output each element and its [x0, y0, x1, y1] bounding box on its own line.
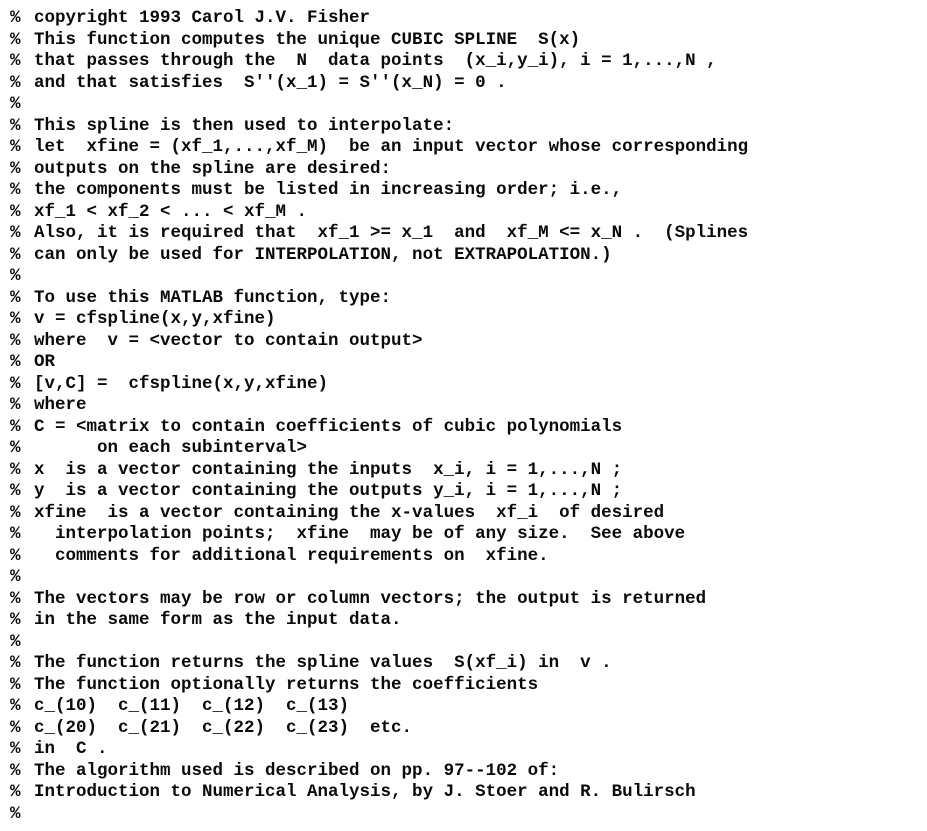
comment-line: [0, 352, 927, 374]
comment-line: [0, 653, 927, 675]
comment-mark: %: [10, 244, 21, 265]
comment-mark: %: [10, 180, 21, 200]
code-comment-block: [0, 8, 927, 825]
comment-mark: %: [10, 395, 21, 415]
comment-text: This function computes the unique CUBIC SPLINE S(x): [34, 29, 581, 50]
comment-line: [0, 610, 927, 632]
comment-text: that passes through the N data points (x_i,y_i), i = 1,...,N ,: [34, 51, 717, 71]
comment-line: [0, 288, 927, 310]
comment-line: [0, 804, 927, 826]
comment-mark: %: [10, 524, 21, 544]
comment-mark: %: [10, 51, 21, 71]
comment-line: [0, 30, 927, 52]
comment-text: x is a vector containing the inputs x_i, i = 1,...,N ;: [34, 459, 623, 480]
comment-text: c_(20) c_(21) c_(22) c_(23) etc.: [34, 717, 413, 738]
comment-mark: %: [10, 115, 21, 136]
comment-text: [v,C] = cfspline(x,y,xfine): [34, 373, 329, 394]
comment-text: v = cfspline(x,y,xfine): [34, 309, 276, 329]
comment-line: [0, 266, 927, 288]
comment-mark: %: [10, 588, 21, 609]
comment-line: [0, 417, 927, 439]
comment-text: C = <matrix to contain coefficients of cubic polynomials: [34, 416, 623, 437]
comment-line: [0, 73, 927, 95]
comment-text: xfine is a vector containing the x-values xf_i of desired: [34, 502, 665, 523]
comment-line: [0, 223, 927, 245]
comment-mark: %: [10, 631, 21, 652]
comment-text: comments for additional requirements on xfine.: [34, 545, 549, 566]
comment-mark: %: [10, 696, 21, 716]
comment-line: [0, 116, 927, 138]
comment-text: y is a vector containing the outputs y_i, i = 1,...,N ;: [34, 481, 623, 501]
comment-mark: %: [10, 330, 21, 351]
comment-text: This spline is then used to interpolate:: [34, 115, 455, 136]
comment-mark: %: [10, 8, 21, 28]
comment-line: [0, 94, 927, 116]
comment-line: [0, 137, 927, 159]
comment-mark: %: [10, 760, 21, 781]
comment-mark: %: [10, 94, 21, 114]
comment-mark: %: [10, 29, 21, 50]
comment-text: OR: [34, 352, 56, 372]
comment-line: [0, 632, 927, 654]
comment-line: [0, 374, 927, 396]
comment-line: [0, 524, 927, 546]
comment-mark: %: [10, 674, 21, 695]
comment-line: [0, 696, 927, 718]
comment-line: [0, 675, 927, 697]
comment-text: can only be used for INTERPOLATION, not EXTRAPOLATION.): [34, 244, 612, 265]
comment-line: [0, 309, 927, 331]
comment-line: [0, 395, 927, 417]
comment-mark: %: [10, 158, 21, 179]
comment-line: [0, 739, 927, 761]
comment-text: The algorithm used is described on pp. 97--102 of:: [34, 760, 560, 781]
comment-text: The vectors may be row or column vectors; the output is returned: [34, 588, 707, 609]
comment-mark: %: [10, 782, 21, 802]
comment-mark: %: [10, 739, 21, 759]
comment-text: where: [34, 395, 87, 415]
comment-mark: %: [10, 481, 21, 501]
comment-text: where v = <vector to contain output>: [34, 330, 423, 351]
comment-text: interpolation points; xfine may be of any size. See above: [34, 524, 686, 544]
comment-text: on each subinterval>: [34, 438, 308, 458]
comment-line: [0, 718, 927, 740]
comment-text: xf_1 < xf_2 < ... < xf_M .: [34, 201, 308, 222]
comment-text: in C .: [34, 739, 108, 759]
comment-text: outputs on the spline are desired:: [34, 158, 392, 179]
comment-mark: %: [10, 803, 21, 824]
comment-line: [0, 782, 927, 804]
comment-line: [0, 761, 927, 783]
comment-text: The function returns the spline values S(xf_i) in v .: [34, 653, 612, 673]
comment-mark: %: [10, 137, 21, 157]
comment-mark: %: [10, 610, 21, 630]
comment-mark: %: [10, 459, 21, 480]
comment-mark: %: [10, 287, 21, 308]
comment-line: [0, 438, 927, 460]
comment-line: [0, 503, 927, 525]
comment-text: let xfine = (xf_1,...,xf_M) be an input vector whose corresponding: [34, 137, 749, 157]
comment-line: [0, 202, 927, 224]
comment-mark: %: [10, 373, 21, 394]
comment-line: [0, 460, 927, 482]
comment-line: [0, 589, 927, 611]
comment-mark: %: [10, 545, 21, 566]
comment-line: [0, 481, 927, 503]
comment-mark: %: [10, 567, 21, 587]
comment-mark: %: [10, 438, 21, 458]
comment-line: [0, 180, 927, 202]
comment-line: [0, 159, 927, 181]
comment-text: in the same form as the input data.: [34, 610, 402, 630]
comment-text: the components must be listed in increasing order; i.e.,: [34, 180, 623, 200]
comment-mark: %: [10, 223, 21, 243]
comment-mark: %: [10, 352, 21, 372]
comment-text: c_(10) c_(11) c_(12) c_(13): [34, 696, 350, 716]
comment-line: [0, 245, 927, 267]
comment-text: The function optionally returns the coefficients: [34, 674, 539, 695]
comment-text: Introduction to Numerical Analysis, by J. Stoer and R. Bulirsch: [34, 782, 696, 802]
comment-mark: %: [10, 502, 21, 523]
comment-text: Also, it is required that xf_1 >= x_1 and xf_M <= x_N . (Splines: [34, 223, 749, 243]
comment-mark: %: [10, 72, 21, 93]
comment-line: [0, 51, 927, 73]
comment-line: [0, 8, 927, 30]
comment-mark: %: [10, 201, 21, 222]
comment-mark: %: [10, 653, 21, 673]
comment-text: To use this MATLAB function, type:: [34, 287, 392, 308]
comment-mark: %: [10, 416, 21, 437]
comment-mark: %: [10, 309, 21, 329]
comment-text: copyright 1993 Carol J.V. Fisher: [34, 8, 371, 28]
comment-text: and that satisfies S''(x_1) = S''(x_N) = 0 .: [34, 72, 507, 93]
comment-line: [0, 331, 927, 353]
comment-line: [0, 546, 927, 568]
comment-mark: %: [10, 266, 21, 286]
comment-mark: %: [10, 717, 21, 738]
comment-line: [0, 567, 927, 589]
